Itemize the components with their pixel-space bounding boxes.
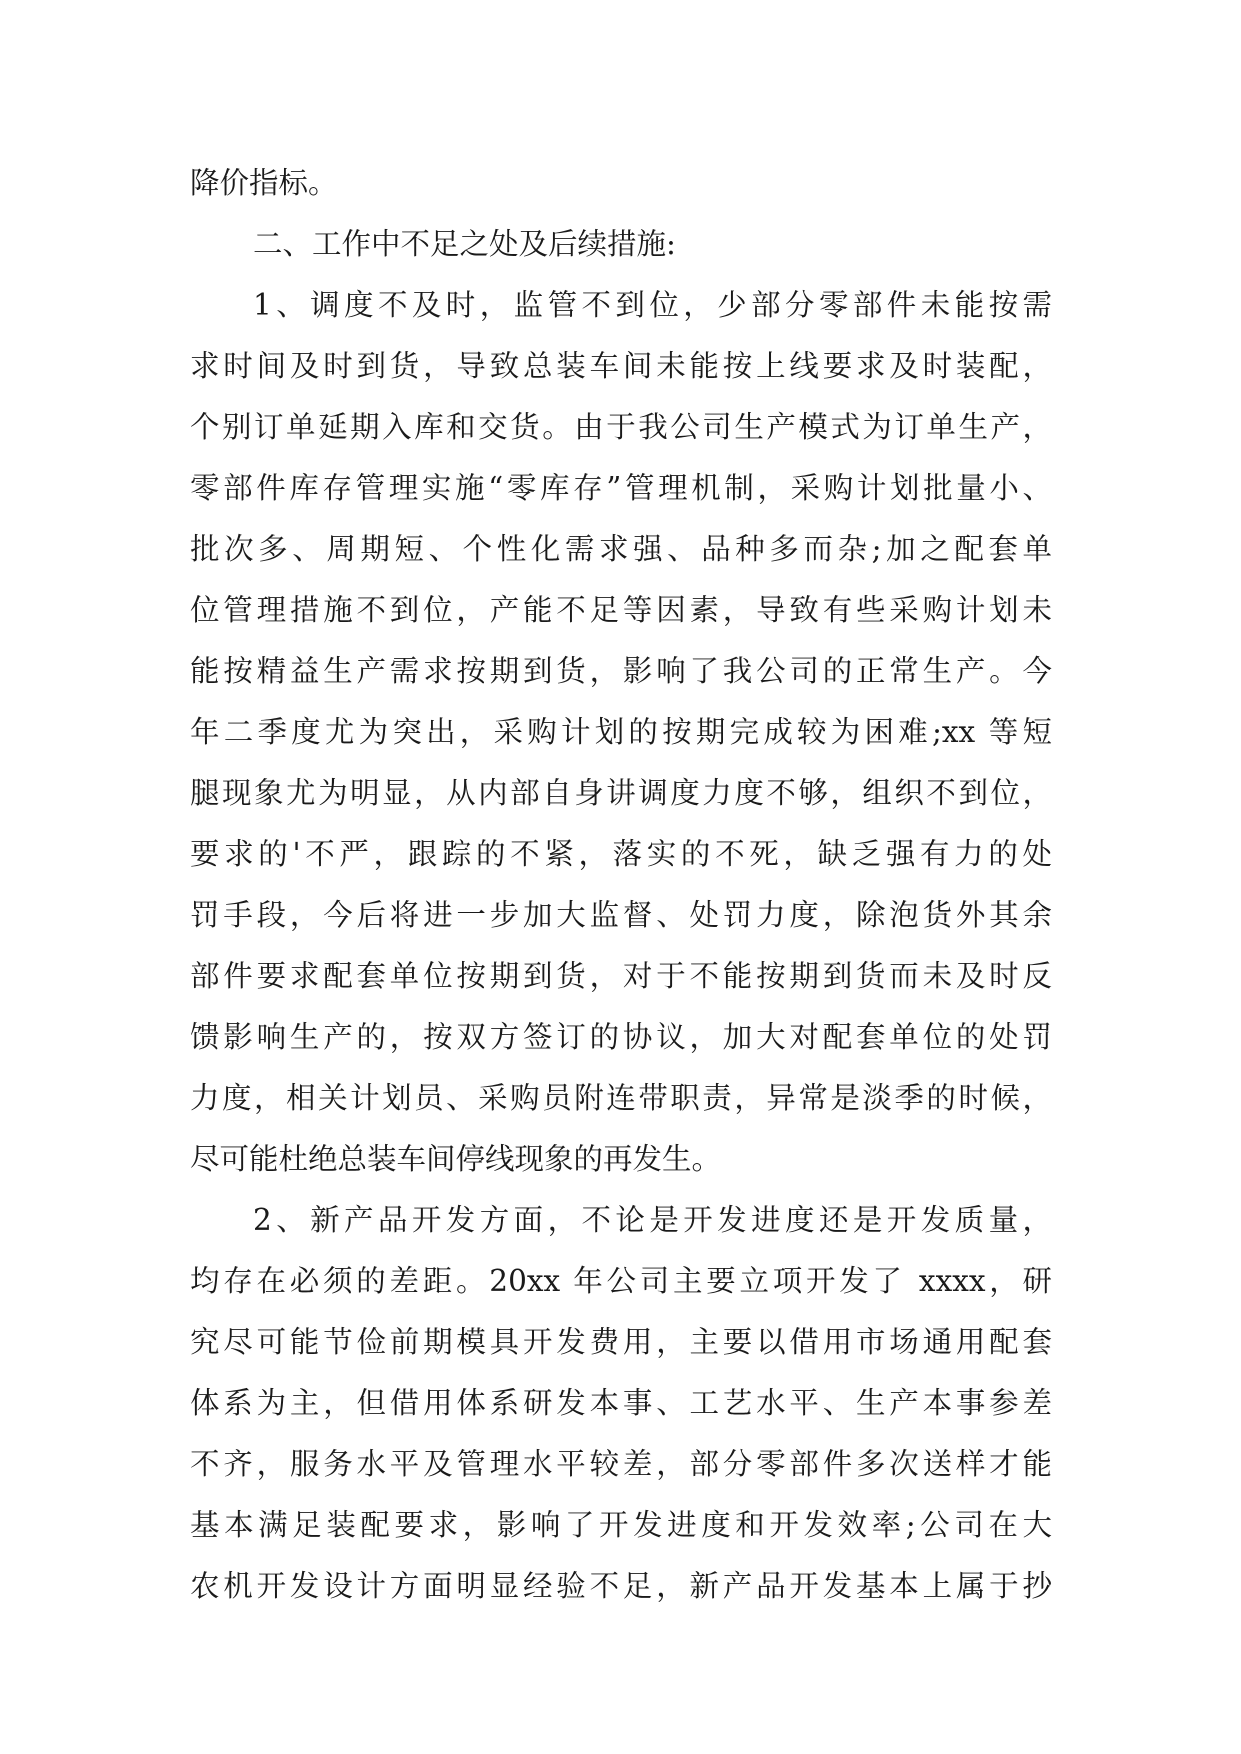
- text-line: 尽可能杜绝总装车间停线现象的再发生。: [190, 1142, 722, 1176]
- text-line: 不齐，服务水平及管理水平较差，部分零部件多次送样才能: [190, 1447, 1052, 1481]
- text-line: 要求的'不严，跟踪的不紧，落实的不死，缺乏强有力的处: [190, 837, 1052, 871]
- text-line: 2、新产品开发方面，不论是开发进度还是开发质量，: [253, 1203, 1052, 1237]
- text-line: 农机开发设计方面明显经验不足，新产品开发基本上属于抄: [190, 1569, 1052, 1603]
- text-line: 位管理措施不到位，产能不足等因素，导致有些采购计划未: [190, 593, 1052, 627]
- text-line: 究尽可能节俭前期模具开发费用，主要以借用市场通用配套: [190, 1325, 1052, 1359]
- text-line: 能按精益生产需求按期到货，影响了我公司的正常生产。今: [190, 654, 1052, 688]
- text-line: 年二季度尤为突出，采购计划的按期完成较为困难;xx 等短: [190, 715, 1052, 749]
- text-line: 体系为主，但借用体系研发本事、工艺水平、生产本事参差: [190, 1386, 1052, 1420]
- text-line: 1、调度不及时，监管不到位，少部分零部件未能按需: [253, 288, 1052, 322]
- text-line: 力度，相关计划员、采购员附连带职责，异常是淡季的时候，: [190, 1081, 1052, 1115]
- text-line: 降价指标。: [190, 166, 338, 200]
- body-text: [190, 153, 1052, 1617]
- text-line: 批次多、周期短、个性化需求强、品种多而杂;加之配套单: [190, 532, 1052, 566]
- text-line: 罚手段，今后将进一步加大监督、处罚力度，除泡货外其余: [190, 898, 1052, 932]
- text-line: 求时间及时到货，导致总装车间未能按上线要求及时装配，: [190, 349, 1052, 383]
- text-line: 个别订单延期入库和交货。由于我公司生产模式为订单生产，: [190, 410, 1052, 444]
- text-line: 腿现象尤为明显，从内部自身讲调度力度不够，组织不到位，: [190, 776, 1052, 810]
- text-line: 馈影响生产的，按双方签订的协议，加大对配套单位的处罚: [190, 1020, 1052, 1054]
- text-line: 均存在必须的差距。20xx 年公司主要立项开发了 xxxx，研: [190, 1264, 1052, 1298]
- text-line: 部件要求配套单位按期到货，对于不能按期到货而未及时反: [190, 959, 1052, 993]
- text-line: 零部件库存管理实施“零库存”管理机制，采购计划批量小、: [190, 471, 1052, 505]
- text-line: 基本满足装配要求，影响了开发进度和开发效率;公司在大: [190, 1508, 1052, 1542]
- section-heading: 二、工作中不足之处及后续措施:: [253, 227, 676, 261]
